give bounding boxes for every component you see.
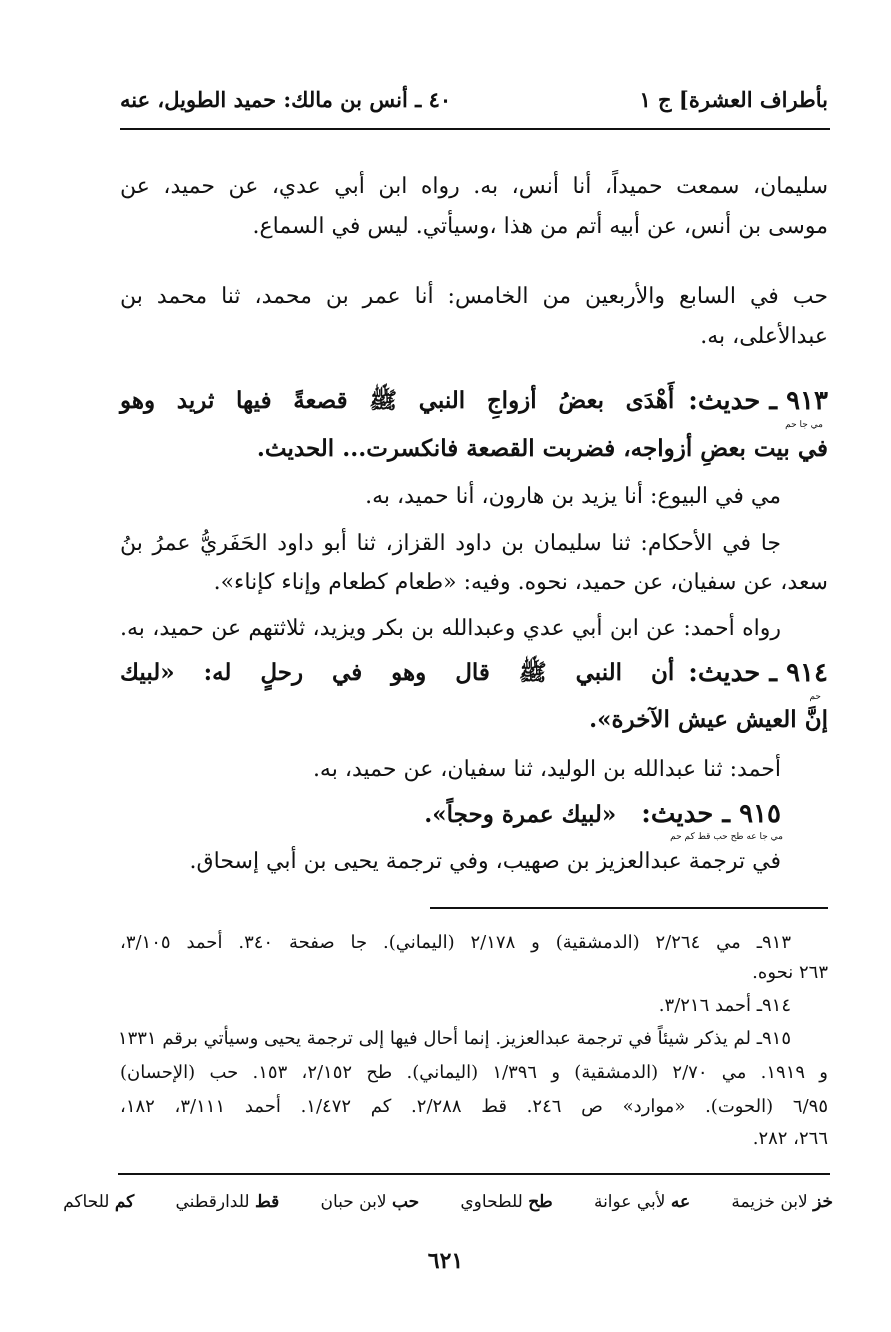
source-sigla: حم xyxy=(809,692,821,702)
source-sigla: مي جا عه طح حب قط كم حم xyxy=(670,832,783,842)
legend-item: خز لابن خزيمة xyxy=(731,1192,833,1212)
footnote-914: ٩١٤ـ أحمد ٣/٢١٦. xyxy=(658,995,791,1016)
running-header xyxy=(120,82,828,116)
source-line: أحمد: ثنا عبدالله بن الوليد، ثنا سفيان، عن حميد، به. xyxy=(312,757,781,782)
paragraph-line: حب في السابع والأربعين من الخامس: أنا عمر بن محمد، ثنا محمد بن xyxy=(120,284,828,309)
hadith-text: أَهْدَى بعضُ أزواجِ النبي ﷺ قصعةً فيها ثريد وهو xyxy=(120,387,675,414)
hadith-text: إنَّ العيش عيش الآخرة». xyxy=(589,706,828,733)
hadith-number: ٩١٣ ـ حديث: xyxy=(688,386,828,416)
header-rule xyxy=(120,128,830,130)
footnote-913: ٩١٣ـ مي ٢/٢٦٤ (الدمشقية) و ٢/١٧٨ (اليماني). جا صفحة ٣٤٠. أحمد ٣/١٠٥، xyxy=(120,932,791,953)
hadith-text: «لبيك عمرة وحجاً». xyxy=(424,801,617,828)
legend-item: حب لابن حبان xyxy=(320,1192,420,1212)
footnote-915-cont: و ١٩١٩. مي ٢/٧٠ (الدمشقية) و ١/٣٩٦ (اليماني). طح ٢/١٥٢، ١٥٣. حب (الإحسان) xyxy=(120,1062,828,1083)
page-number: ٦٢١ xyxy=(427,1248,464,1274)
footnote-915-cont: ٢٦٦، ٢٨٢. xyxy=(752,1128,828,1149)
header-chapter-title: ٤٠ ـ أنس بن مالك: حميد الطويل، عنه xyxy=(120,86,452,112)
hadith-text: أن النبي ﷺ قال وهو في رحلٍ له: «لبيك xyxy=(120,659,675,686)
legend-item: طح للطحاوي xyxy=(460,1192,553,1212)
hadith-text: في بيت بعضِ أزواجه، فضربت القصعة فانكسرت... الحديث. xyxy=(256,435,828,462)
hadith-heading-915 xyxy=(120,797,781,833)
legend-item: قط للدارقطني xyxy=(175,1192,280,1212)
source-line: رواه أحمد: عن ابن أبي عدي وعبدالله بن بكر ويزيد، ثلاثتهم عن حميد، به. xyxy=(120,616,781,641)
source-sigla: مي جا حم xyxy=(785,420,823,430)
footnote-rule xyxy=(430,907,828,909)
legend-item: عه لأبي عوانة xyxy=(593,1192,691,1212)
source-line: جا في الأحكام: ثنا سليمان بن داود القزاز، ثنا أبو داود الحَفَريُّ عمرُ بنُ xyxy=(120,531,781,556)
source-line: في ترجمة عبدالعزيز بن صهيب، وفي ترجمة يحيى بن أبي إسحاق. xyxy=(189,849,781,874)
header-book-title: بأطراف العشرة] ج ١ xyxy=(639,86,828,112)
hadith-heading-913 xyxy=(120,384,828,418)
hadith-number: ٩١٥ ـ حديث: xyxy=(641,799,781,829)
footnote-913-cont: ٢٦٣ نحوه. xyxy=(752,962,828,983)
hadith-heading-914 xyxy=(120,656,828,690)
paragraph-line: سليمان، سمعت حميداً، أنا أنس، به. رواه ابن أبي عدي، عن حميد، عن xyxy=(120,174,828,199)
paragraph-line: موسى بن أنس، عن أبيه أتم من هذا ،وسيأتي. ليس في السماع. xyxy=(252,214,828,239)
abbreviation-legend xyxy=(63,1187,833,1217)
legend-item: كم للحاكم xyxy=(63,1192,135,1212)
paragraph-line: عبدالأعلى، به. xyxy=(700,324,828,349)
source-line: سعد، عن سفيان، عن حميد، نحوه. وفيه: «طعام كطعام وإناء كإناء». xyxy=(213,570,828,595)
source-line: مي في البيوع: أنا يزيد بن هارون، أنا حميد، به. xyxy=(365,484,781,509)
legend-rule xyxy=(118,1173,830,1175)
footnote-915-cont: ٦/٩٥ (الحوت). «موارد» ص ٢٤٦. قط ٢/٢٨٨. كم ١/٤٧٢. أحمد ٣/١١١، ١٨٢، xyxy=(120,1096,828,1117)
footnote-915: ٩١٥ـ لم يذكر شيئاً في ترجمة عبدالعزيز. إنما أحال فيها إلى ترجمة يحيى وسيأتي برقم ١٣٣١ xyxy=(117,1028,791,1049)
hadith-number: ٩١٤ ـ حديث: xyxy=(688,658,828,688)
